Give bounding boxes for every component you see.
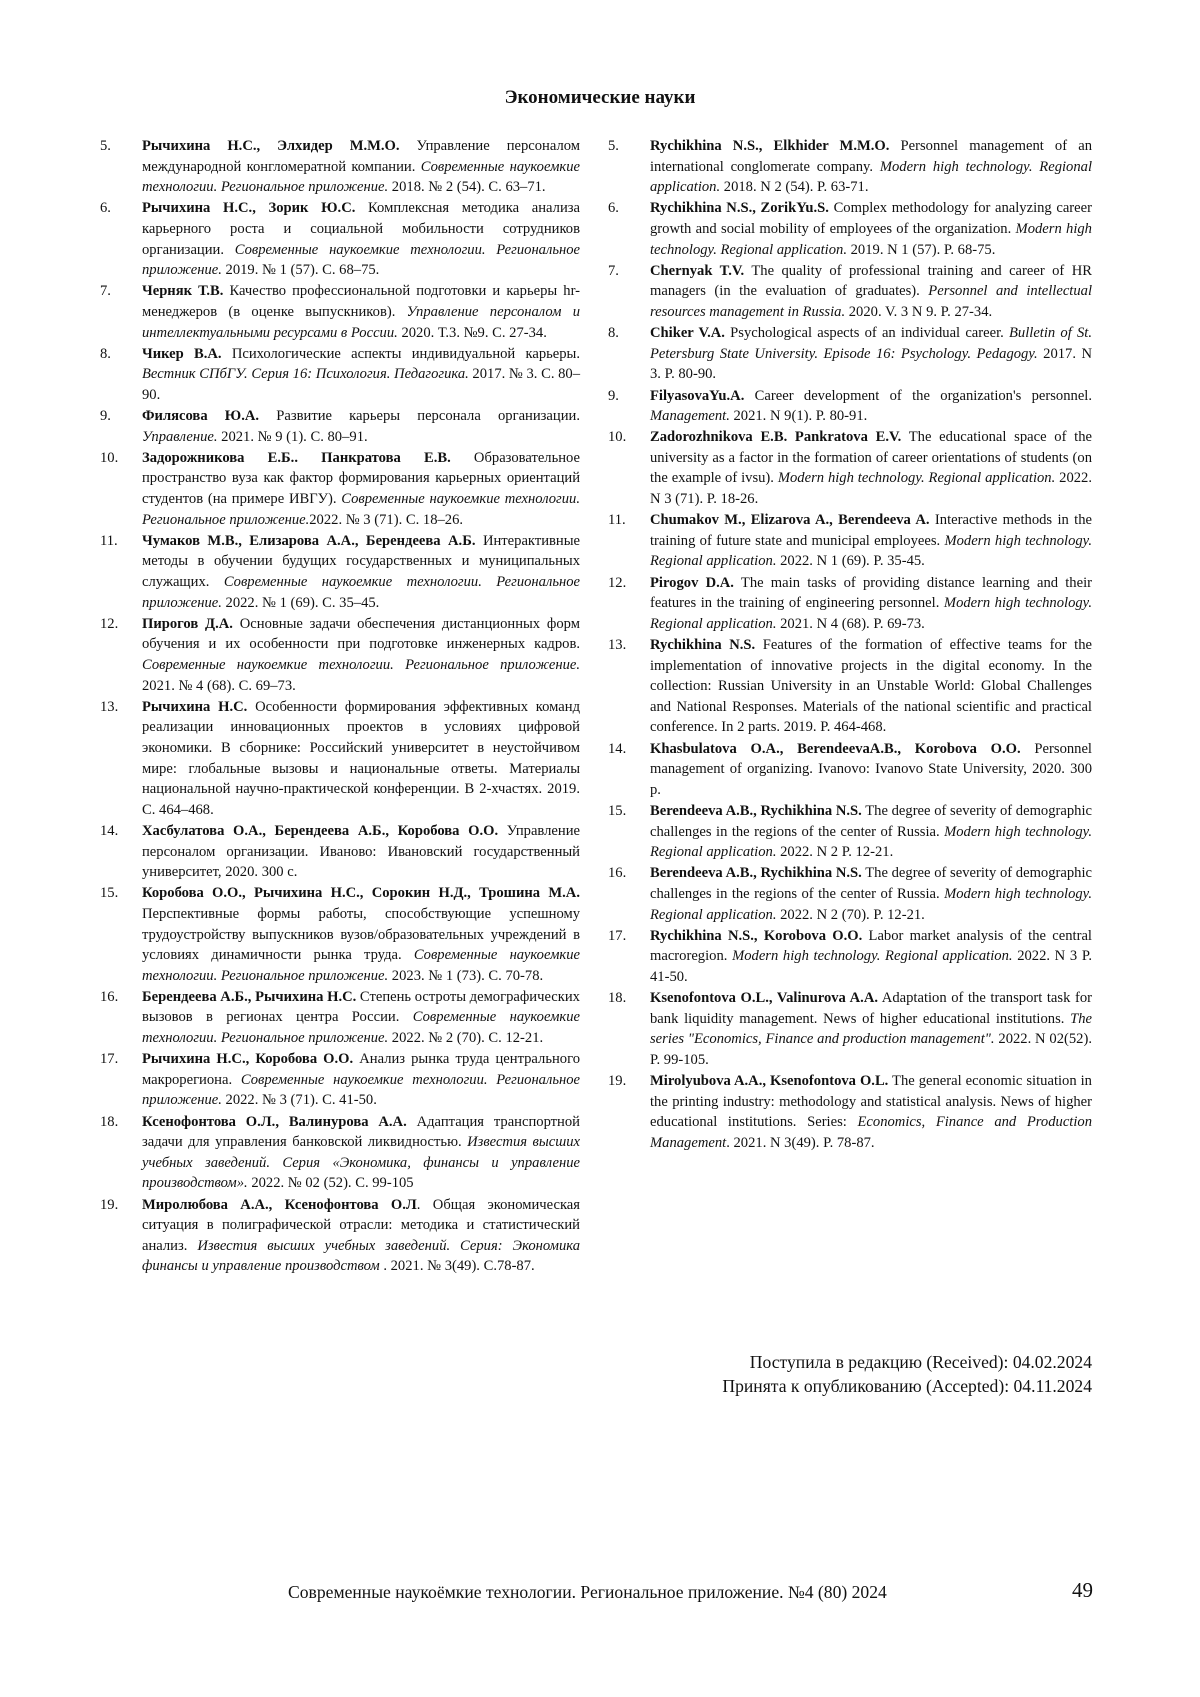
reference-text: Психологические аспекты индивидуальной карьеры. (221, 345, 580, 362)
references-english (608, 136, 1092, 1154)
reference-authors: FilyasovaYu.A. (650, 387, 745, 404)
reference-authors: Чикер В.А. (142, 345, 222, 362)
reference-item (100, 344, 580, 406)
reference-number: 7. (608, 262, 619, 279)
reference-authors: Чумаков М.В., Елизарова А.А., Берендеева А.Б. (142, 532, 476, 549)
reference-authors: Рычихина Н.С. (142, 698, 248, 715)
reference-text: Управление персоналом международной конгломератной компании. (142, 138, 580, 175)
reference-text: . Общая экономическая ситуация в полиграфической отрасли: методика и статистический анализ. (142, 1196, 580, 1254)
reference-text: Качество профессиональной подготовки и карьеры hr-менеджеров (в оценке выпускников). (142, 283, 580, 320)
reference-number: 13. (100, 698, 119, 715)
reference-details: 2018. N 2 (54). P. 63-71. (720, 179, 869, 196)
reference-details: 2019. № 1 (57). С. 68–75. (221, 262, 380, 279)
reference-authors: Berendeeva A.B., Rychikhina N.S. (650, 865, 862, 882)
reference-source: The series "Economics, Finance and production management". (650, 1010, 1092, 1048)
reference-text: The degree of severity of demographic challenges in the regions of the center of Russia. (650, 802, 1092, 840)
reference-details: 2021. № 9 (1). С. 80–91. (217, 428, 368, 445)
reference-text: The degree of severity of demographic challenges in the regions of the center of Russia. (650, 865, 1092, 902)
reference-item (100, 883, 580, 986)
reference-number: 16. (100, 988, 119, 1005)
reference-details: 2022. N 2 (70). P. 12-21. (776, 906, 925, 923)
reference-details: 2020. V. 3 N 9. P. 27-34. (845, 303, 993, 320)
page-number: 49 (1072, 1578, 1093, 1602)
reference-number: 11. (608, 512, 626, 529)
reference-source: Известия высших учебных заведений. Серия: Экономика финансы и управление производством (142, 1237, 580, 1275)
reference-item (100, 697, 580, 821)
reference-text: Степень остроты демографических вызовов в регионах центра России. (142, 988, 580, 1026)
reference-number: 8. (608, 325, 619, 342)
reference-source: Современные наукоемкие технологии. Региональное приложение. (142, 491, 580, 528)
reference-authors: Chernyak T.V. (650, 262, 745, 279)
reference-source: Современные наукоемкие технологии. Региональное приложение. (142, 1071, 581, 1109)
reference-details: 2023. № 1 (73). С. 70-78. (388, 967, 544, 984)
reference-text: Интерактивные методы в обучении будущих государственных и муниципальных служащих. (142, 532, 580, 591)
reference-authors: Chumakov M., Elizarova A., Berendeeva A. (650, 512, 930, 529)
reference-text: The quality of professional training and career of HR managers (in the evaluation of graduates). (650, 262, 1092, 300)
reference-authors: Rychikhina N.S. (650, 637, 756, 653)
reference-text: Перспективные формы работы, способствующие успешному трудоустройству выпускников вузов/образовательных учреждений в условиях динамичности рынка труда. (142, 905, 580, 964)
publication-dates (608, 1350, 1092, 1398)
reference-number: 9. (100, 408, 111, 425)
reference-details: 2022. № 1 (69). С. 35–45. (221, 594, 380, 611)
reference-item (100, 1049, 580, 1111)
reference-number: 19. (100, 1196, 119, 1213)
reference-number: 9. (608, 387, 619, 404)
reference-item (608, 801, 1092, 863)
reference-number: 16. (608, 865, 627, 882)
reference-authors: Pirogov D.A. (650, 574, 734, 591)
reference-authors: Коробова О.О., Рычихина Н.С., Сорокин Н.Д., Трошина М.А. (142, 885, 580, 902)
reference-source: Вестник СПбГУ. Серия 16: Психология. Педагогика. (142, 366, 469, 383)
reference-text: Features of the formation of effective teams for the implementation of innovative projects in the digital economy. In the collection: Russian University in an Unstable World: Global Challenges and National Responses. Materials of the national scientific and practical conference. In 2 parts. 2019. P. 464-468. (650, 637, 1092, 736)
reference-text: Personnel management of organizing. Ivanovo: Ivanovo State University, 2020. 300 p. (650, 740, 1092, 798)
reference-text: Управление персоналом организации. Иваново: Ивановский государственный университет, 2020. 300 с. (142, 822, 580, 881)
reference-source: Modern high technology. Regional application. (650, 823, 1092, 861)
reference-details: 2017. N 3. P. 80-90. (650, 345, 1092, 383)
reference-number: 19. (608, 1073, 627, 1090)
reference-number: 15. (100, 885, 119, 902)
reference-details: 2022. N 1 (69). P. 35-45. (776, 553, 925, 570)
reference-source: Modern high technology. Regional application. (732, 948, 1013, 965)
reference-item (608, 323, 1092, 385)
reference-authors: Rychikhina N.S., Korobova O.O. (650, 927, 863, 944)
reference-authors: Ксенофонтова О.Л., Валинурова А.А. (142, 1113, 407, 1130)
reference-authors: Rychikhina N.S., Elkhider M.M.O. (650, 138, 890, 154)
reference-text: The general economic situation in the printing industry: methodology and statistical analysis. News of higher educational institutions. Series: (650, 1073, 1092, 1131)
reference-number: 10. (608, 429, 627, 446)
reference-source: Управление персоналом и интеллектуальными ресурсами в России. (142, 303, 580, 341)
reference-source: Personnel and intellectual resources management in Russia. (650, 283, 1092, 320)
reference-details: 2022. № 3 (71). С. 18–26. (309, 511, 464, 528)
reference-item (608, 635, 1092, 738)
reference-details: 2021. N 9(1). P. 80-91. (729, 408, 868, 425)
reference-number: 14. (100, 822, 119, 839)
reference-number: 8. (100, 345, 111, 362)
reference-source: Management. (650, 408, 730, 425)
reference-item (100, 281, 580, 343)
reference-authors: Ksenofontova O.L., Valinurova A.A. (650, 990, 879, 1007)
reference-details: 2022. № 2 (70). С. 12-21. (388, 1030, 544, 1047)
reference-authors: Рычихина Н.С., Коробова О.О. (142, 1051, 354, 1068)
reference-authors: Khasbulatova O.A., BerendeevaA.B., Korobova O.O. (650, 740, 1021, 757)
reference-details: 2022. N 02(52). P. 99-105. (650, 1031, 1092, 1068)
reference-details: 2019. N 1 (57). P. 68-75. (846, 241, 996, 258)
reference-text: Adaptation of the transport task for bank liquidity management. News of higher educational institutions. (650, 990, 1092, 1027)
reference-number: 5. (608, 138, 619, 154)
reference-number: 7. (100, 283, 111, 300)
reference-details: 2022. N 3 P. 41-50. (650, 948, 1092, 985)
reference-item (100, 198, 580, 280)
reference-text: Personnel management of an international conglomerate company. (650, 138, 1092, 175)
reference-details: 2021. N 4 (68). P. 69-73. (776, 615, 925, 632)
reference-source: Modern high technology. Regional application. (650, 220, 1092, 258)
reference-details: . 2021. N 3(49). P. 78-87. (726, 1134, 875, 1151)
reference-authors: Zadorozhnikova E.B. Pankratova E.V. (650, 429, 902, 446)
reference-item (100, 1195, 580, 1277)
section-title: Экономические науки (504, 87, 696, 108)
reference-text: Комплексная методика анализа карьерного роста и социальной мобильности сотрудников организации. (142, 200, 580, 258)
reference-source: Modern high technology. Regional application. (650, 158, 1092, 196)
reference-item (608, 261, 1092, 323)
reference-authors: Chiker V.A. (650, 325, 725, 342)
reference-item (100, 821, 580, 883)
reference-number: 10. (100, 449, 119, 466)
reference-number: 17. (608, 927, 627, 944)
reference-item (100, 448, 580, 530)
reference-item (608, 136, 1092, 198)
reference-number: 6. (100, 200, 111, 217)
accepted-date: Принята к опубликованию (Accepted): 04.11.2024 (722, 1376, 1092, 1396)
reference-text: Образовательное пространство вуза как фактор формирования карьерных ориентаций студентов (на примере ИВГУ). (142, 449, 580, 508)
reference-text: Анализ рынка труда центрального макрорегиона. (142, 1051, 580, 1088)
reference-source: Современные наукоемкие технологии. Региональное приложение. (142, 657, 580, 673)
reference-source: Современные наукоемкие технологии. Региональное приложение. (142, 1009, 580, 1047)
reference-item (100, 1112, 580, 1194)
reference-authors: Задорожникова Е.Б.. Панкратова Е.В. (142, 449, 451, 466)
reference-item (608, 573, 1092, 635)
reference-authors: Миролюбова А.А., Ксенофонтова О.Л (142, 1196, 417, 1213)
reference-number: 6. (608, 200, 619, 217)
reference-item (608, 739, 1092, 801)
reference-item (608, 427, 1092, 509)
reference-number: 12. (608, 574, 627, 591)
reference-item (608, 510, 1092, 572)
reference-item (608, 988, 1092, 1070)
reference-authors: Rychikhina N.S., ZorikYu.S. (650, 200, 829, 217)
reference-authors: Mirolyubova A.A., Ksenofontova O.L. (650, 1073, 889, 1090)
reference-item (608, 926, 1092, 988)
reference-authors: Пирогов Д.А. (142, 615, 233, 632)
reference-item (608, 386, 1092, 427)
reference-text: The main tasks of providing distance learning and their features in the training of engineering personnel. (650, 574, 1092, 612)
reference-item (100, 614, 580, 696)
reference-source: Современные наукоемкие технологии. Региональное приложение. (142, 947, 580, 984)
reference-item (100, 531, 580, 613)
reference-item (608, 1071, 1092, 1153)
reference-number: 5. (100, 138, 111, 154)
reference-source: Economics, Finance and Production Management (650, 1114, 1092, 1151)
reference-number: 17. (100, 1051, 119, 1068)
reference-authors: Рычихина Н.С., Зорик Ю.С. (142, 200, 356, 217)
reference-source: Современные наукоемкие технологии. Региональное приложение. (142, 241, 580, 279)
reference-details: 2022. № 3 (71). С. 41-50. (221, 1092, 377, 1109)
reference-source: Современные наукоемкие технологии. Региональное приложение. (142, 158, 581, 196)
reference-source: Modern high technology. Regional application. (777, 470, 1056, 487)
reference-item (608, 198, 1092, 260)
reference-text: Career development of the organization's personnel. (744, 387, 1092, 404)
reference-authors: Черняк Т.В. (142, 283, 224, 300)
reference-number: 12. (100, 615, 119, 632)
reference-source: Bulletin of St. Petersburg State University. Episode 16: Psychology. Pedagogy. (650, 325, 1092, 362)
reference-number: 14. (608, 740, 627, 757)
reference-item (100, 987, 580, 1049)
received-date: Поступила в редакцию (Received): 04.02.2024 (749, 1352, 1092, 1372)
reference-details: 2021. № 4 (68). С. 69–73. (142, 677, 296, 694)
reference-details: 2022. № 02 (52). С. 99-105 (247, 1175, 414, 1192)
references-russian (100, 136, 580, 1278)
reference-authors: Берендеева А.Б., Рычихина Н.С. (142, 988, 357, 1005)
reference-details: 2022. N 3 (71). P. 18-26. (650, 470, 1092, 508)
reference-item (608, 863, 1092, 925)
reference-authors: Рычихина Н.С., Элхидер М.М.О. (142, 138, 400, 154)
reference-text: Labor market analysis of the central macroregion. (650, 927, 1092, 965)
reference-details: 2017. № 3. С. 80–90. (142, 366, 581, 403)
reference-details: . 2021. № 3(49). С.78-87. (379, 1258, 535, 1275)
reference-number: 18. (100, 1113, 119, 1130)
reference-source: Modern high technology. Regional application. (650, 532, 1092, 570)
reference-text: Psychological aspects of an individual career. (724, 325, 1009, 342)
reference-authors: Филясова Ю.А. (142, 408, 260, 425)
reference-source: Modern high technology. Regional application. (650, 595, 1092, 632)
journal-footer: Современные наукоёмкие технологии. Региональное приложение. №4 (80) 2024 (288, 1582, 887, 1602)
reference-text: The educational space of the university as a factor in the formation of career orientations of students (on the example of ivsu). (650, 429, 1092, 487)
reference-details: 2018. № 2 (54). С. 63–71. (388, 179, 546, 196)
reference-details: 2020. Т.3. №9. С. 27-34. (397, 324, 547, 341)
reference-source: Известия высших учебных заведений. Серия «Экономика, финансы и управление производством». (142, 1134, 580, 1192)
reference-item (100, 406, 580, 447)
reference-text: Адаптация транспортной задачи для управления банковской ликвидностью. (142, 1113, 580, 1151)
reference-authors: Хасбулатова О.А., Берендеева А.Б., Коробова О.О. (142, 822, 499, 839)
reference-text: Основные задачи обеспечения дистанционных форм обучения и их особенности при подготовке инженерных кадров. (142, 615, 580, 653)
reference-item (100, 136, 580, 198)
reference-number: 15. (608, 802, 627, 819)
reference-details: 2022. N 2 P. 12-21. (776, 844, 894, 861)
reference-source: Управление. (142, 428, 218, 445)
reference-text: Особенности формирования эффективных команд реализации инновационных проектов в условиях цифровой экономики. В сборнике: Российский университет в неустойчивом мире: глобальные вызовы и национальные ответы. Материалы национальной научно-практической конференции. В 2-хчастях. 2019. С. 464–468. (142, 698, 581, 818)
reference-source: Современные наукоемкие технологии. Региональное приложение. (142, 574, 580, 611)
reference-number: 18. (608, 990, 627, 1007)
reference-number: 11. (100, 532, 118, 549)
reference-number: 13. (608, 637, 627, 653)
reference-text: Interactive methods in the training of future state and municipal employees. (650, 512, 1092, 549)
reference-source: Modern high technology. Regional application. (650, 885, 1092, 923)
reference-text: Развитие карьеры персонала организации. (259, 408, 580, 425)
reference-text: Complex methodology for analyzing career growth and social mobility of employees of the organization. (650, 200, 1092, 237)
reference-authors: Berendeeva A.B., Rychikhina N.S. (650, 802, 862, 819)
